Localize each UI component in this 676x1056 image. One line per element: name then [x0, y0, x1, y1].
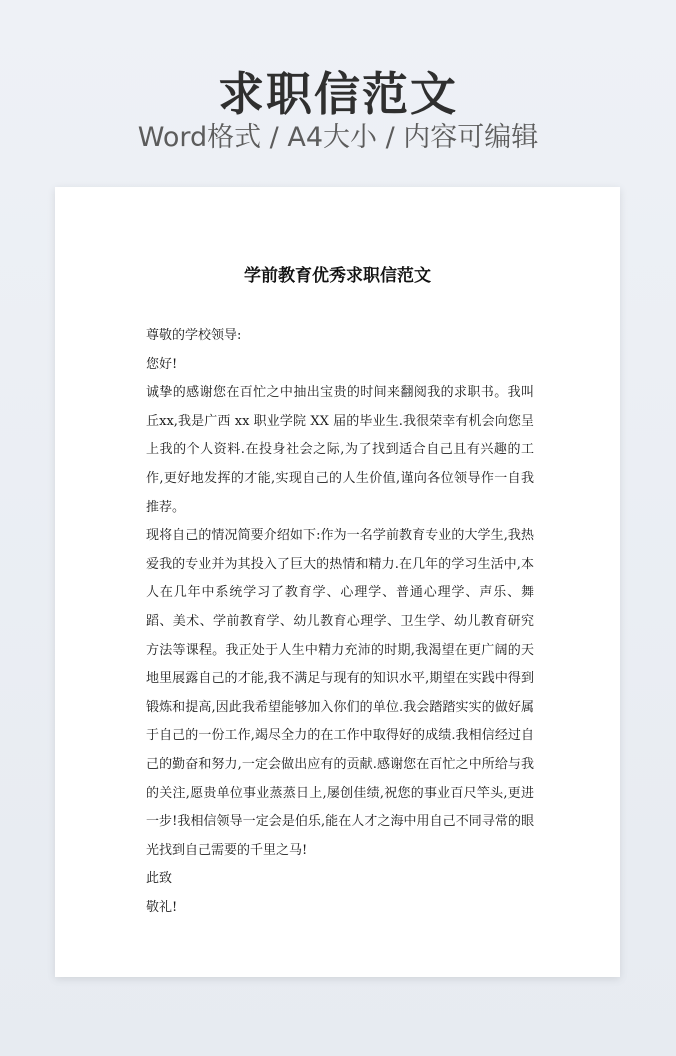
banner-subtitle: Word格式 / A4大小 / 内容可编辑: [137, 122, 539, 153]
closing: 此致: [146, 871, 173, 887]
document-body: [146, 322, 534, 922]
salutation: 尊敬的学校领导:: [146, 328, 242, 343]
document-page: [55, 187, 620, 977]
banner-title: 求职信范文: [218, 67, 458, 121]
regards: 敬礼!: [146, 899, 178, 915]
banner: [0, 0, 676, 186]
body-paragraph-1: 诚挚的感谢您在百忙之中抽出宝贵的时间来翻阅我的求职书。我叫丘xx,我是广西 xx 职业学院 XX 届的毕业生.我很荣幸有机会向您呈上我的个人资料.在投身社会之际,为了找到适合自己且有兴趣的工作,更好地发挥的才能,实现自己的人生价值,谨向各位领导作一自我推荐。: [146, 385, 534, 515]
greeting: 您好!: [146, 356, 178, 372]
document-title: 学前教育优秀求职信范文: [244, 266, 431, 286]
body-paragraph-2: 现将自己的情况简要介绍如下:作为一名学前教育专业的大学生,我热爱我的专业并为其投入了巨大的热情和精力.在几年的学习生活中,本人在几年中系统学习了教育学、心理学、普通心理学、声乐、舞蹈、美术、学前教育学、幼儿教育心理学、卫生学、幼儿教育研究方法等课程。我正处于人生中精力充沛的时期,我渴望在更广阔的天地里展露自己的才能,我不满足与现有的知识水平,期望在实践中得到锻炼和提高,因此我希望能够加入你们的单位.我会踏踏实实的做好属于自己的一份工作,竭尽全力的在工作中取得好的成绩.我相信经过自己的勤奋和努力,一定会做出应有的贡献.感谢您在百忙之中所给与我的关注,愿贵单位事业蒸蒸日上,屡创佳绩,祝您的事业百尺竿头,更进一步!我相信领导一定会是伯乐,能在人才之海中用自己不同寻常的眼光找到自己需要的千里之马!: [146, 528, 534, 858]
